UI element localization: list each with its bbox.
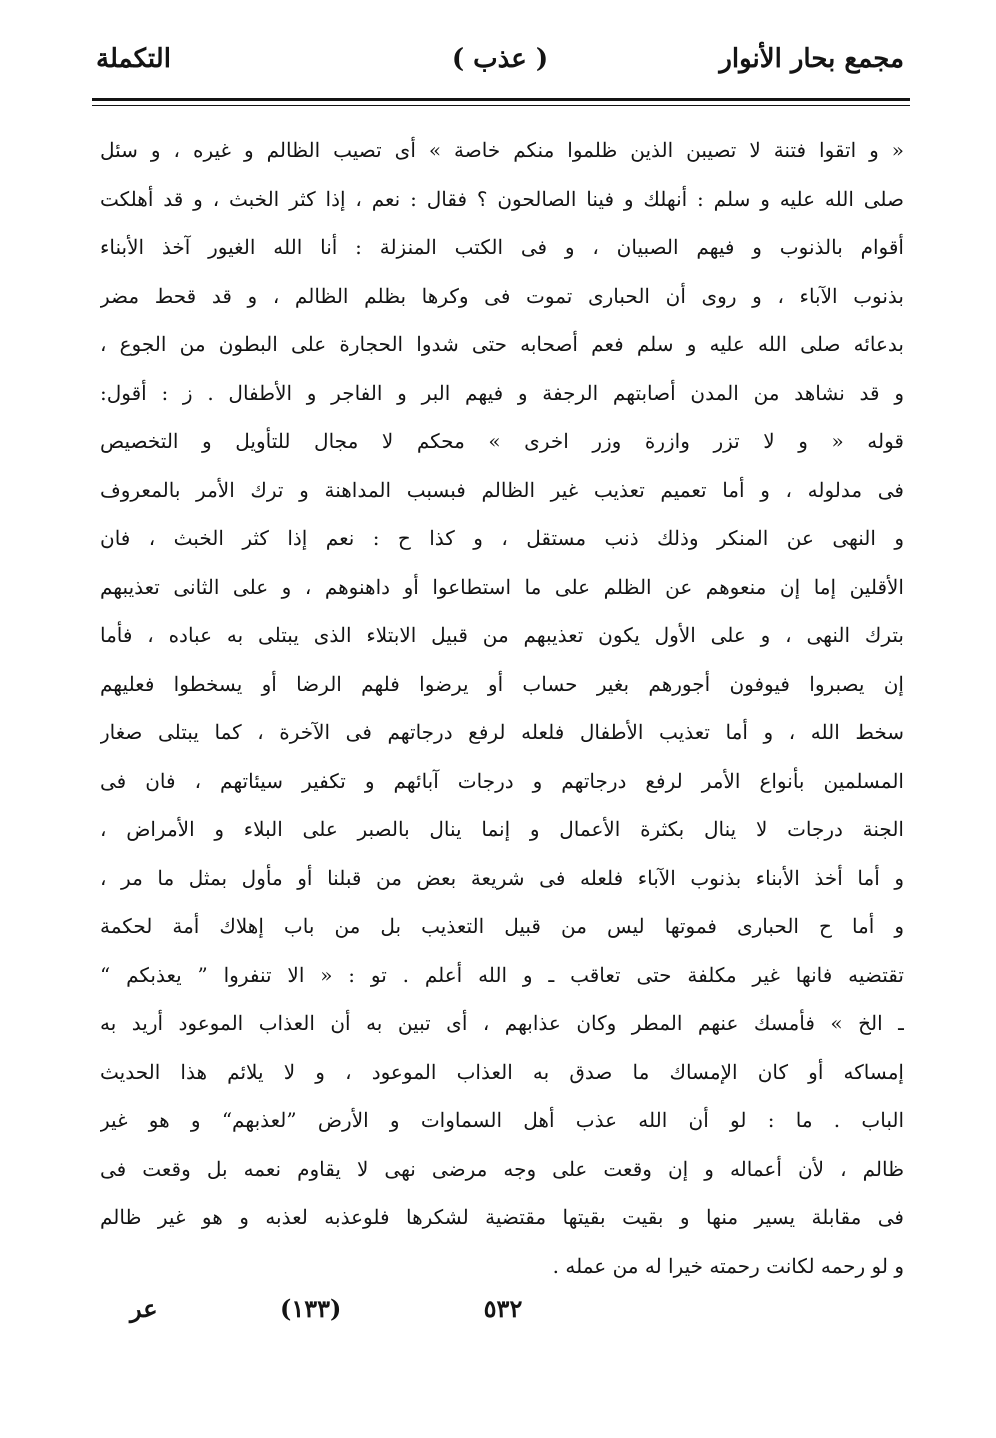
book-title: مجمع بحار الأنوار bbox=[719, 44, 904, 74]
text-line: ظالم ، لأن أعماله و إن وقعت على وجه مرضى نهى لا يقاوم نعمه بل وقعت فى bbox=[100, 1156, 904, 1181]
text-line: « و اتقوا فتنة لا تصيبن الذين ظلموا منكم خاصة » أى تصيب الظالم و غيره ، و سئل bbox=[100, 138, 904, 162]
text-line: إن يصبروا فيوفون أجورهم بغير حساب أو يرضوا فلهم الرضا أو يسخطوا فعليهم bbox=[100, 671, 904, 696]
text-line: الباب . ما : لو أن الله عذب أهل السماوات و الأرض ”لعذبهم“ و هو غير bbox=[100, 1108, 904, 1132]
text-line: و قد نشاهد من المدن أصابتهم الرجفة و فيهم البر و الفاجر و الأطفال . ز : أقول: bbox=[100, 380, 904, 405]
text-line: و لو رحمه لكانت رحمته خيرا له من عمله . bbox=[552, 1253, 904, 1278]
page-number: ٥٣٢ bbox=[483, 1294, 523, 1323]
page-header bbox=[96, 44, 904, 94]
text-line: تقتضيه فانها غير مكلفة حتى تعاقب ـ و الله أعلم . تو : « الا تنفروا ” يعذبكم “ bbox=[100, 962, 904, 987]
text-line: أقوام بالذنوب و فيهم الصبيان ، و فى الكتب المنزلة : أنا الله الغيور آخذ الأبناء bbox=[100, 235, 904, 259]
text-line: فى مدلوله ، و أما تعميم تعذيب غير الظالم فبسبب المداهنة و ترك الأمر بالمعروف bbox=[100, 477, 904, 502]
text-line: بدعائه صلى الله عليه و سلم فعم أصحابه حتى شدوا الحجارة على البطون من الجوع ، bbox=[100, 332, 904, 356]
section-title: التكملة bbox=[96, 44, 171, 74]
header-rule bbox=[92, 98, 910, 106]
page-footer bbox=[130, 1294, 876, 1334]
text-line: و أما أخذ الأبناء بذنوب الآباء فلعله فى شريعة بعض من قبلنا أو مأول بمثل ما مر ، bbox=[100, 865, 904, 890]
text-line: فى مقابلة يسير منها و بقيت بقيتها مقتضية لشكرها فلوعذبه لعذبه و هو غير ظالم bbox=[100, 1205, 904, 1229]
entry-heading: ( عذب ) bbox=[451, 44, 549, 74]
text-line: بترك النهى ، و على الأول يكون تعذيبهم من قبيل الابتلاء الذى يبتلى به عباده ، فأما bbox=[100, 623, 904, 647]
body-text bbox=[100, 126, 904, 1290]
text-line: و أما ح الحبارى فموتها ليس من قبيل التعذيب بل من باب إهلاك أمة لحكمة bbox=[100, 914, 904, 938]
text-line: ـ الخ » فأمسك عنهم المطر وكان عذابهم ، أى تبين به أن العذاب الموعود أريد به bbox=[100, 1011, 904, 1035]
text-line: الجنة درجات لا ينال بكثرة الأعمال و إنما ينال بالصبر على البلاء و الأمراض ، bbox=[100, 817, 904, 841]
text-line: سخط الله ، و أما تعذيب الأطفال فلعله لرفع درجاتهم فى الآخرة ، كما يبتلى صغار bbox=[100, 720, 904, 744]
text-line: و النهى عن المنكر وذلك ذنب مستقل ، و كذا ح : نعم إذا كثر الخبث ، فان bbox=[100, 526, 904, 550]
text-line: المسلمين بأنواع الأمر لرفع درجاتهم و درجات آبائهم و تكفير سيئاتهم ، فان فى bbox=[100, 768, 904, 793]
text-line: بذنوب الآباء ، و روى أن الحبارى تموت فى وكرها بظلم الظالم ، و قد قحط مضر bbox=[100, 283, 904, 308]
footer-code: عر bbox=[130, 1294, 158, 1323]
text-line: إمساكه أو كان الإمساك ما صدق به العذاب الموعود ، و لا يلائم هذا الحديث bbox=[100, 1059, 904, 1084]
text-line: قوله « و لا تزر وازرة وزر اخرى » محكم لا مجال للتأويل و التخصيص bbox=[100, 429, 904, 453]
text-line: صلى الله عليه و سلم : أنهلك و فينا الصالحون ؟ فقال : نعم ، إذا كثر الخبث ، و قد أهلكت bbox=[100, 186, 904, 211]
footer-number: (١٣٣) bbox=[280, 1294, 342, 1323]
text-line: الأقلين إما إن منعوهم عن الظلم على ما استطاعوا أو داهنوهم ، و على الثانى تعذيبهم bbox=[100, 574, 904, 599]
